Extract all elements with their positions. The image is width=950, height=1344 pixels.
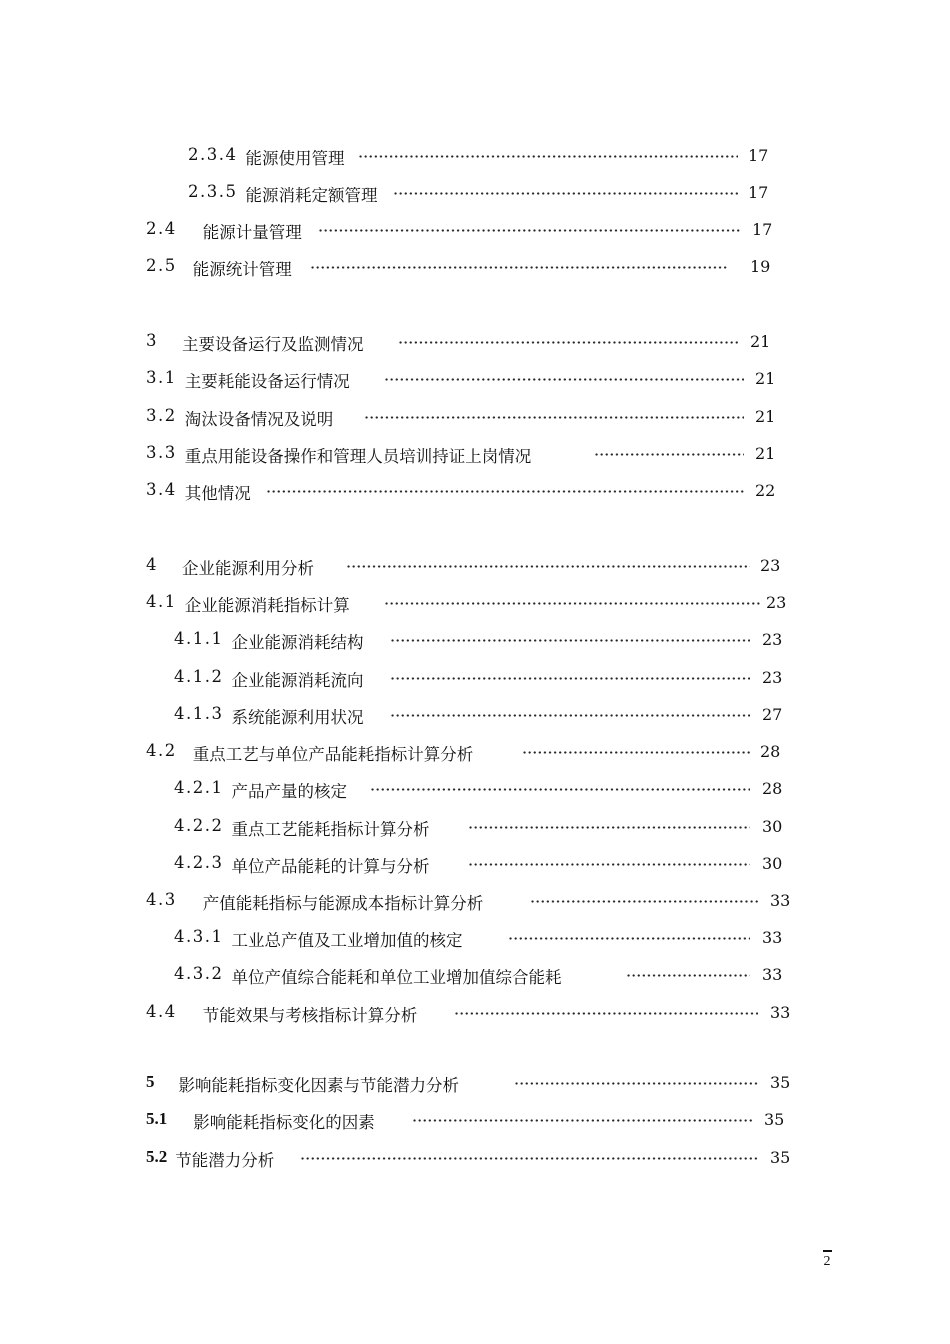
toc-entry[interactable] — [0, 740, 950, 764]
toc-dot-leader — [300, 1157, 758, 1160]
toc-entry-title: 单位产值综合能耗和单位工业增加值综合能耗 — [231, 968, 562, 987]
toc-entry[interactable] — [0, 405, 950, 429]
toc-entry-title: 影响能耗指标变化因素与节能潜力分析 — [178, 1076, 459, 1095]
toc-entry-number: 2.5 — [146, 256, 177, 275]
toc-entry[interactable] — [0, 1146, 950, 1170]
toc-entry-title: 企业能源消耗指标计算 — [184, 596, 350, 615]
toc-entry-page: 35 — [770, 1073, 791, 1092]
toc-dot-leader — [508, 937, 750, 940]
toc-dot-leader — [522, 751, 750, 754]
toc-entry-number: 4 — [146, 555, 158, 574]
toc-entry-page: 33 — [762, 965, 783, 984]
toc-dot-leader — [412, 1119, 752, 1122]
toc-dot-leader — [384, 378, 744, 381]
toc-entry[interactable] — [0, 852, 950, 876]
toc-entry-title: 重点工艺与单位产品能耗指标计算分析 — [192, 745, 474, 764]
toc-entry-number: 4.3.2 — [174, 964, 224, 983]
toc-entry[interactable] — [0, 703, 950, 727]
toc-entry-number: 3.4 — [146, 480, 177, 499]
toc-entry[interactable] — [0, 1108, 950, 1132]
toc-entry-page: 28 — [760, 742, 781, 761]
toc-entry[interactable] — [0, 442, 950, 466]
toc-entry-page: 30 — [762, 817, 783, 836]
toc-dot-leader — [364, 416, 744, 419]
toc-entry-number: 4.1.2 — [174, 667, 224, 686]
toc-entry-page: 19 — [750, 257, 771, 276]
toc-entry-number: 4.1 — [146, 592, 177, 611]
toc-dot-leader — [468, 826, 750, 829]
toc-entry[interactable] — [0, 815, 950, 839]
toc-entry[interactable] — [0, 1001, 950, 1025]
toc-entry-number: 5.1 — [146, 1109, 168, 1128]
toc-entry-title: 能源消耗定额管理 — [245, 186, 378, 205]
toc-entry-number: 2.3.4 — [188, 145, 238, 164]
toc-entry-page: 17 — [748, 146, 769, 165]
toc-entry-page: 23 — [760, 556, 781, 575]
toc-entry-page: 23 — [762, 668, 783, 687]
toc-entry-number: 5.2 — [146, 1147, 168, 1166]
toc-dot-leader — [266, 490, 744, 493]
toc-entry[interactable] — [0, 367, 950, 391]
toc-entry-page: 28 — [762, 779, 783, 798]
toc-entry-title: 淘汰设备情况及说明 — [184, 410, 334, 429]
toc-entry[interactable] — [0, 218, 950, 242]
toc-entry[interactable] — [0, 144, 950, 168]
page-number-text: 2 — [823, 1254, 831, 1269]
toc-entry-page: 17 — [748, 183, 769, 202]
toc-entry-title: 能源使用管理 — [245, 149, 345, 168]
page-number-bar — [823, 1250, 832, 1252]
toc-entry[interactable] — [0, 479, 950, 503]
toc-entry-page: 21 — [755, 444, 776, 463]
toc-entry-number: 4.4 — [146, 1002, 177, 1021]
toc-entry-number: 4.2.1 — [174, 778, 224, 797]
toc-entry-page: 17 — [752, 220, 773, 239]
toc-dot-leader — [358, 155, 738, 158]
toc-entry-page: 22 — [755, 481, 776, 500]
toc-entry-page: 33 — [762, 928, 783, 947]
toc-entry-number: 3.3 — [146, 443, 177, 462]
toc-entry-title: 企业能源消耗结构 — [231, 633, 364, 652]
toc-entry-page: 21 — [750, 332, 771, 351]
toc-dot-leader — [594, 453, 744, 456]
toc-entry-title: 系统能源利用状况 — [231, 708, 364, 727]
toc-entry-title: 主要设备运行及监测情况 — [182, 335, 364, 354]
toc-entry[interactable] — [0, 628, 950, 652]
toc-entry-page: 21 — [755, 369, 776, 388]
toc-dot-leader — [390, 677, 750, 680]
toc-entry-title: 重点工艺能耗指标计算分析 — [231, 820, 430, 839]
toc-entry-number: 2.3.5 — [188, 182, 238, 201]
toc-entry[interactable] — [0, 963, 950, 987]
toc-entry-number: 4.3 — [146, 890, 177, 909]
toc-entry-title: 产品产量的核定 — [231, 782, 347, 801]
toc-entry-page: 21 — [755, 407, 776, 426]
toc-dot-leader — [310, 266, 728, 269]
toc-dot-leader — [454, 1012, 758, 1015]
toc-dot-leader — [346, 565, 750, 568]
toc-entry-number: 5 — [146, 1072, 155, 1091]
toc-entry-page: 35 — [764, 1110, 785, 1129]
toc-entry-title: 能源计量管理 — [202, 223, 302, 242]
toc-entry-title: 企业能源消耗流向 — [231, 671, 364, 690]
toc-entry[interactable] — [0, 666, 950, 690]
toc-entry-number: 4.1.1 — [174, 629, 224, 648]
toc-dot-leader — [393, 192, 738, 195]
toc-entry[interactable] — [0, 181, 950, 205]
toc-entry-title: 单位产品能耗的计算与分析 — [231, 857, 430, 876]
toc-dot-leader — [318, 229, 740, 232]
toc-entry[interactable] — [0, 1071, 950, 1095]
toc-dot-leader — [384, 602, 762, 605]
toc-entry-number: 4.1.3 — [174, 704, 224, 723]
toc-entry-page: 35 — [770, 1148, 791, 1167]
toc-entry-number: 4.2 — [146, 741, 177, 760]
toc-entry-title: 节能效果与考核指标计算分析 — [202, 1006, 418, 1025]
toc-entry-number: 2.4 — [146, 219, 177, 238]
toc-dot-leader — [390, 639, 750, 642]
toc-entry[interactable] — [0, 777, 950, 801]
toc-entry-page: 23 — [766, 593, 787, 612]
toc-entry-title: 节能潜力分析 — [175, 1151, 275, 1170]
toc-entry-title: 影响能耗指标变化的因素 — [193, 1113, 375, 1132]
toc-dot-leader — [468, 863, 750, 866]
toc-entry-title: 产值能耗指标与能源成本指标计算分析 — [202, 894, 484, 913]
toc-entry-title: 企业能源利用分析 — [182, 559, 314, 578]
toc-entry-number: 4.2.2 — [174, 816, 224, 835]
page-number — [820, 1250, 834, 1269]
toc-dot-leader — [370, 788, 750, 791]
toc-dot-leader — [398, 341, 740, 344]
toc-entry-page: 33 — [770, 1003, 791, 1022]
toc-entry-page: 33 — [770, 891, 791, 910]
toc-entry[interactable] — [0, 889, 950, 913]
toc-entry[interactable] — [0, 330, 950, 354]
toc-entry-number: 3.1 — [146, 368, 177, 387]
toc-entry-title: 其他情况 — [184, 484, 251, 503]
toc-entry[interactable] — [0, 926, 950, 950]
toc-entry-title: 主要耗能设备运行情况 — [184, 372, 350, 391]
toc-entry[interactable] — [0, 255, 950, 279]
toc-entry[interactable] — [0, 554, 950, 578]
toc-dot-leader — [514, 1082, 758, 1085]
toc-entry-title: 重点用能设备操作和管理人员培训持证上岗情况 — [184, 447, 532, 466]
toc-entry-number: 3.2 — [146, 406, 177, 425]
toc-dot-leader — [530, 900, 758, 903]
toc-entry-number: 4.3.1 — [174, 927, 224, 946]
toc-entry-number: 3 — [146, 331, 158, 350]
toc-entry-number: 4.2.3 — [174, 853, 224, 872]
toc-entry-page: 27 — [762, 705, 783, 724]
toc-entry-title: 能源统计管理 — [192, 260, 292, 279]
toc-entry-page: 30 — [762, 854, 783, 873]
toc-entry[interactable] — [0, 591, 950, 615]
toc-entry-page: 23 — [762, 630, 783, 649]
toc-dot-leader — [390, 714, 750, 717]
toc-entry-title: 工业总产值及工业增加值的核定 — [231, 931, 463, 950]
toc-dot-leader — [626, 974, 750, 977]
